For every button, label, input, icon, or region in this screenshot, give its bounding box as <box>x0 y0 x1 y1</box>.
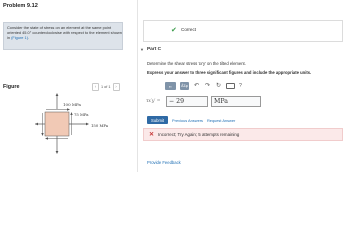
undo-icon[interactable]: ↶ <box>193 83 200 89</box>
reset-icon[interactable]: ↻ <box>215 83 222 89</box>
shear-arrow-bottom-head <box>45 137 48 139</box>
problem-statement <box>7 25 123 41</box>
bottom-arrow-head <box>56 151 59 154</box>
figure-heading: Figure <box>3 84 20 90</box>
part-c-header[interactable] <box>140 47 161 52</box>
x-icon: ✕ <box>149 131 155 138</box>
incorrect-feedback-banner <box>143 128 343 141</box>
redo-icon[interactable]: ↷ <box>204 83 211 89</box>
answer-toolbar <box>165 82 242 90</box>
shear-arrow-right-head <box>70 112 72 115</box>
chevron-left-icon[interactable]: ‹ <box>92 83 99 91</box>
symbols-button[interactable]: ÅΣφ <box>181 84 188 88</box>
stress-element-square <box>45 112 69 136</box>
value-input[interactable]: − 29 <box>166 96 208 107</box>
problem-text-end: . <box>28 35 30 41</box>
top-arrow-head <box>56 93 59 96</box>
keyboard-icon[interactable] <box>226 83 235 89</box>
variable-label: τx′y′ = <box>146 99 161 104</box>
chevron-right-icon[interactable]: › <box>113 83 120 91</box>
right-stress-label: 150 MPa <box>91 123 108 128</box>
shear-arrow-top-head <box>67 108 70 110</box>
problem-statement-box <box>3 22 123 50</box>
provide-feedback-link[interactable]: Provide Feedback <box>147 160 181 165</box>
check-icon: ✔ <box>171 27 177 34</box>
panel-divider <box>137 0 138 172</box>
figure-link[interactable]: (Figure 1) <box>11 35 28 41</box>
templates-button[interactable]: ▪▫ <box>165 82 176 90</box>
previous-answers-link[interactable]: Previous Answers <box>172 117 203 123</box>
request-answer-link[interactable]: Request Answer <box>206 117 236 123</box>
help-button[interactable]: ? <box>239 83 242 89</box>
feedback-text: Incorrect; Try Again; 5 attempts remaining <box>158 132 240 137</box>
figure-pager <box>92 82 120 91</box>
shear-stress-label: 75 MPa <box>74 112 89 117</box>
correct-label: Correct <box>181 27 197 32</box>
shear-arrow-left-head <box>41 133 43 136</box>
action-row <box>147 116 235 124</box>
correct-banner <box>143 20 343 42</box>
instruction-line-1: Determine the shear stress τx′y′ on the tilted element. <box>147 61 246 66</box>
answer-row <box>146 96 261 107</box>
stress-element-figure <box>35 92 115 162</box>
submit-button[interactable]: Submit <box>147 116 168 124</box>
page-title: Problem 9.12 <box>3 3 38 9</box>
top-stress-label: 100 MPa <box>63 102 81 107</box>
part-label[interactable]: Part C <box>146 47 162 52</box>
instruction-line-2: Express your answer to three significant figures and include the appropriate units. <box>147 70 312 75</box>
figure-page-count: 1 of 1 <box>101 84 111 89</box>
right-arrow-head <box>86 123 89 126</box>
caret-down-icon[interactable]: ▼ <box>140 47 144 52</box>
left-arrow-head <box>35 123 38 126</box>
unit-input[interactable]: MPa <box>211 96 261 107</box>
problem-text: Consider the state of stress on an element at the same point oriented 45.0° counterclockwise with respect to the element shown in <box>7 25 122 41</box>
